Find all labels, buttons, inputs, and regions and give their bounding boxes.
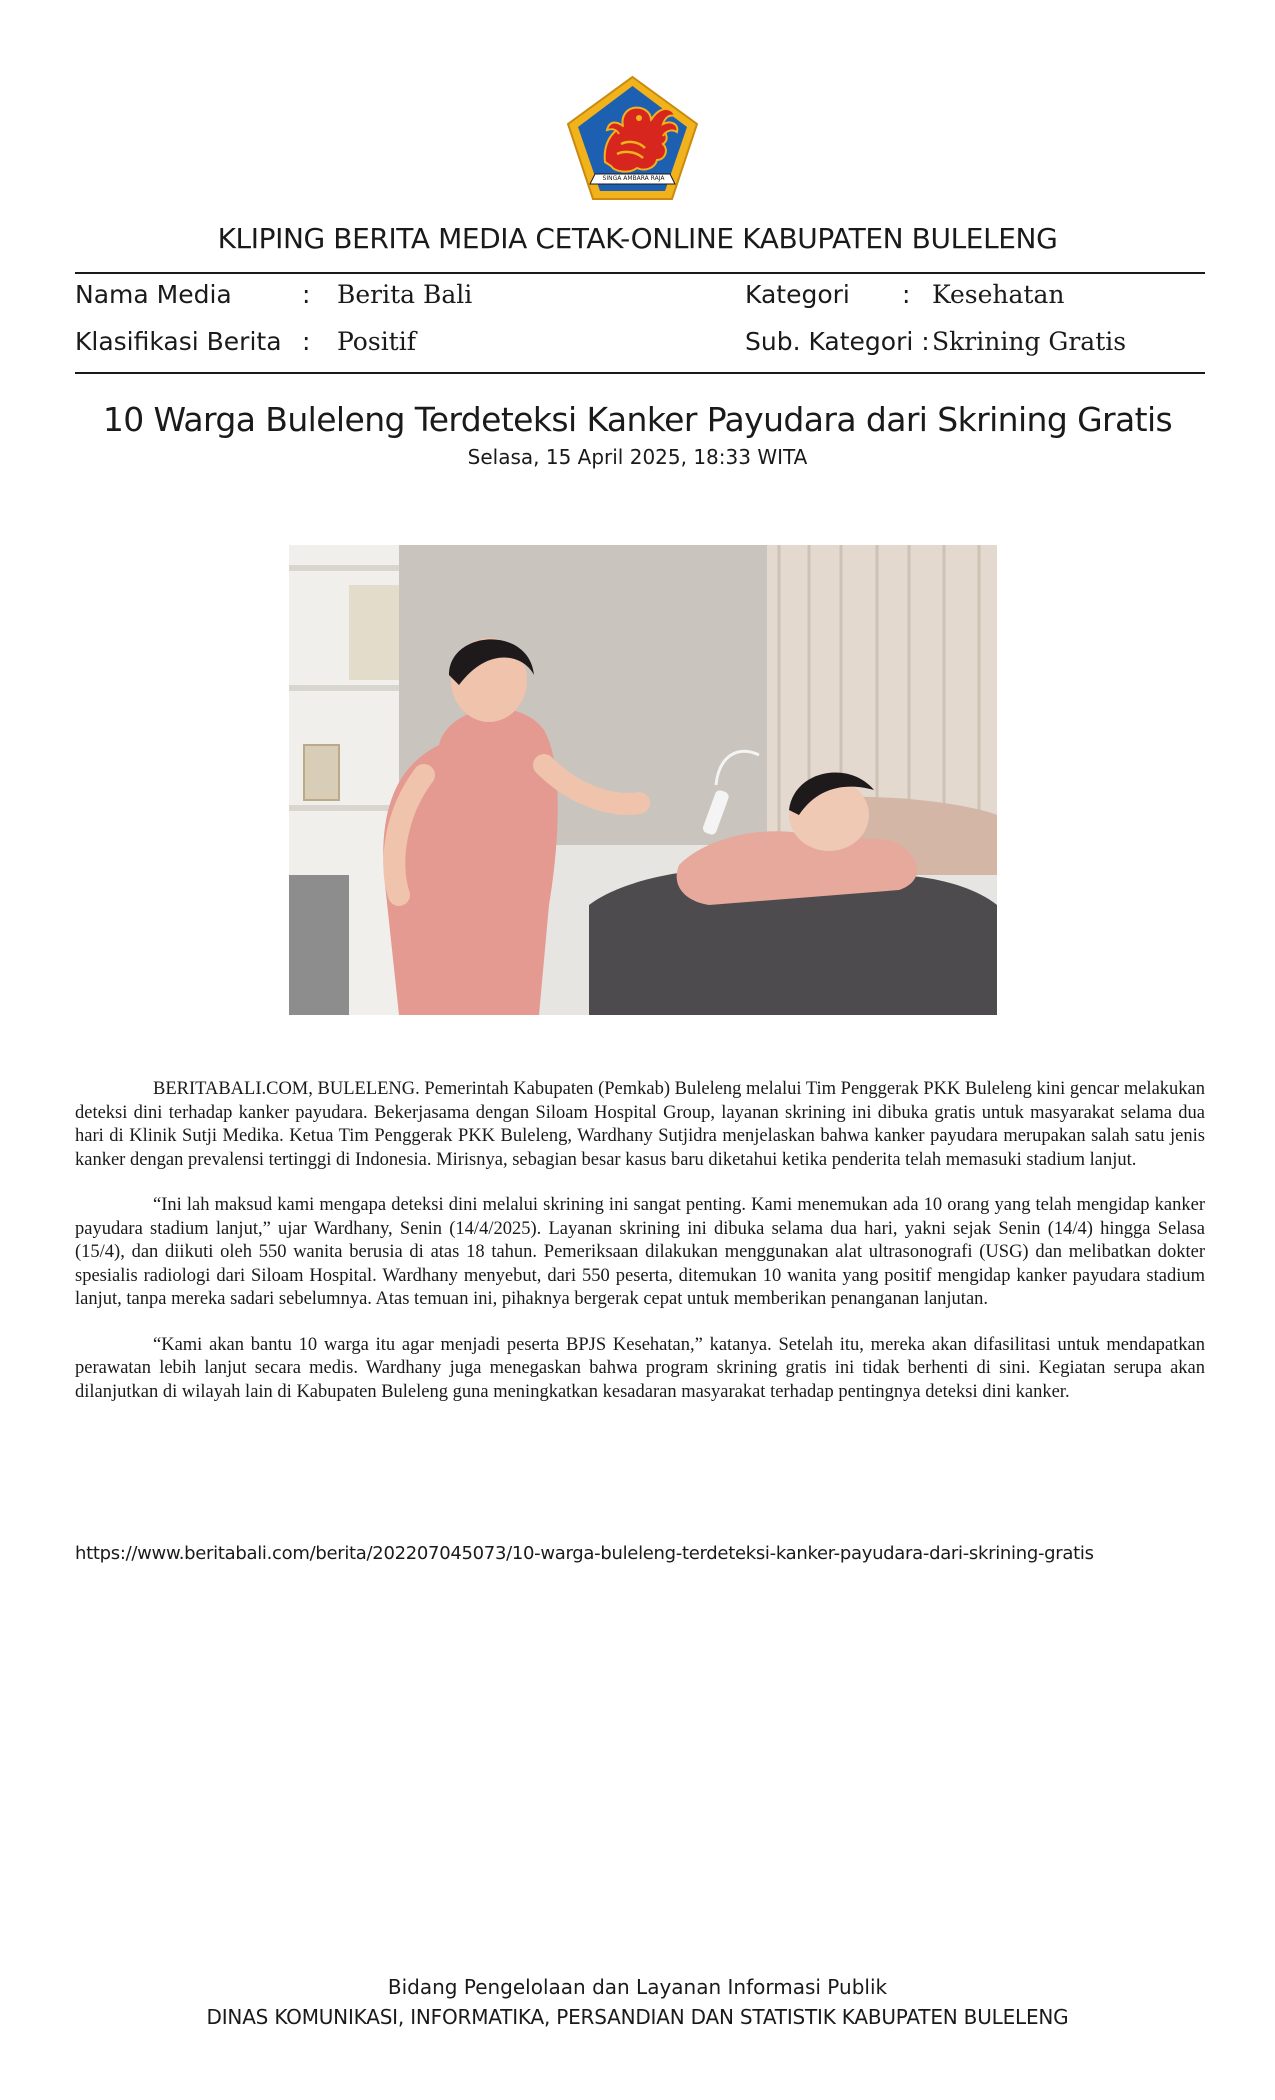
category-label: Kategori bbox=[745, 280, 850, 309]
clipping-title: KLIPING BERITA MEDIA CETAK-ONLINE KABUPATEN BULELENG bbox=[217, 222, 1058, 255]
classification-label: Klasifikasi Berita bbox=[75, 327, 282, 356]
article-photo bbox=[289, 545, 997, 1015]
meta-top-divider bbox=[75, 272, 1205, 274]
category-colon: : bbox=[902, 280, 911, 309]
article-paragraph: BERITABALI.COM, BULELENG. Pemerintah Kabupaten (Pemkab) Buleleng melalui Tim Penggerak PKK Buleleng kini gencar melakukan deteksi dini terhadap kanker payudara. Bekerjasama dengan Siloam Hospital Group, layanan skrining ini dibuka gratis untuk masyarakat selama dua hari di Klinik Sutji Medika. Ketua Tim Penggerak PKK Buleleng, Wardhany Sutjidra menjelaskan bahwa kanker payudara merupakan salah satu jenis kanker dengan prevalensi tertinggi di Indonesia. Mirisnya, sebagian besar kasus baru diketahui ketika penderita telah memasuki stadium lanjut. bbox=[75, 1079, 1205, 1170]
article-headline: 10 Warga Buleleng Terdeteksi Kanker Payudara dari Skrining Gratis bbox=[102, 400, 1173, 439]
article-paragraph: “Kami akan bantu 10 warga itu agar menjadi peserta BPJS Kesehatan,” katanya. Setelah itu, mereka akan difasilitasi untuk mendapatkan perawatan lebih lanjut secara medis. Wardhany juga menegaskan bahwa program skrining gratis ini tidak berhenti di sini. Kegiatan serupa akan dilanjutkan di wilayah lain di Kabupaten Buleleng guna meningkatkan kesadaran masyarakat terhadap pentingnya deteksi dini kanker. bbox=[75, 1334, 1205, 1402]
media-name-label: Nama Media bbox=[75, 280, 232, 309]
footer-agency: DINAS KOMUNIKASI, INFORMATIKA, PERSANDIAN DAN STATISTIK KABUPATEN BULELENG bbox=[206, 2005, 1069, 2029]
regency-emblem-logo bbox=[565, 74, 700, 202]
article-paragraph: “Ini lah maksud kami mengapa deteksi dini melalui skrining ini sangat penting. Kami menemukan ada 10 orang yang telah mengidap kanker payudara stadium lanjut,” ujar Wardhany, Senin (14/4/2025). Layanan skrining ini dibuka selama dua hari, yakni sejak Senin (14/4) hingga Selasa (15/4), dan diikuti oleh 550 wanita berusia di atas 18 tahun. Pemeriksaan dilakukan menggunakan alat ultrasonografi (USG) dan melibatkan dokter spesialis radiologi dari Siloam Hospital. Wardhany menyebut, dari 550 peserta, ditemukan 10 wanita yang positif mengidap kanker payudara stadium lanjut, tanpa mereka sadari sebelumnya. Atas temuan ini, pihaknya bergerak cepat untuk memberikan penanganan lanjutan. bbox=[75, 1195, 1205, 1309]
article-body bbox=[75, 1078, 1205, 1426]
category-value: Kesehatan bbox=[932, 280, 1065, 309]
classification-colon: : bbox=[302, 327, 311, 356]
footer-division: Bidang Pengelolaan dan Layanan Informasi Publik bbox=[387, 1975, 888, 1999]
sub-category-label: Sub. Kategori : bbox=[745, 327, 930, 356]
sub-category-value: Skrining Gratis bbox=[932, 327, 1127, 356]
logo-ribbon-text: SINGA AMBARA RAJA bbox=[602, 175, 665, 182]
article-dateline: Selasa, 15 April 2025, 18:33 WITA bbox=[467, 445, 808, 469]
media-name-colon: : bbox=[302, 280, 311, 309]
meta-bottom-divider bbox=[75, 372, 1205, 374]
media-name-value: Berita Bali bbox=[337, 280, 473, 309]
breast-ultrasound-screening-photo-icon bbox=[289, 545, 997, 1015]
source-url-link[interactable]: https://www.beritabali.com/berita/202207045073/10-warga-buleleng-terdeteksi-kanker-payudara-dari-skrining-gratis bbox=[75, 1543, 1094, 1564]
classification-value: Positif bbox=[337, 327, 416, 356]
